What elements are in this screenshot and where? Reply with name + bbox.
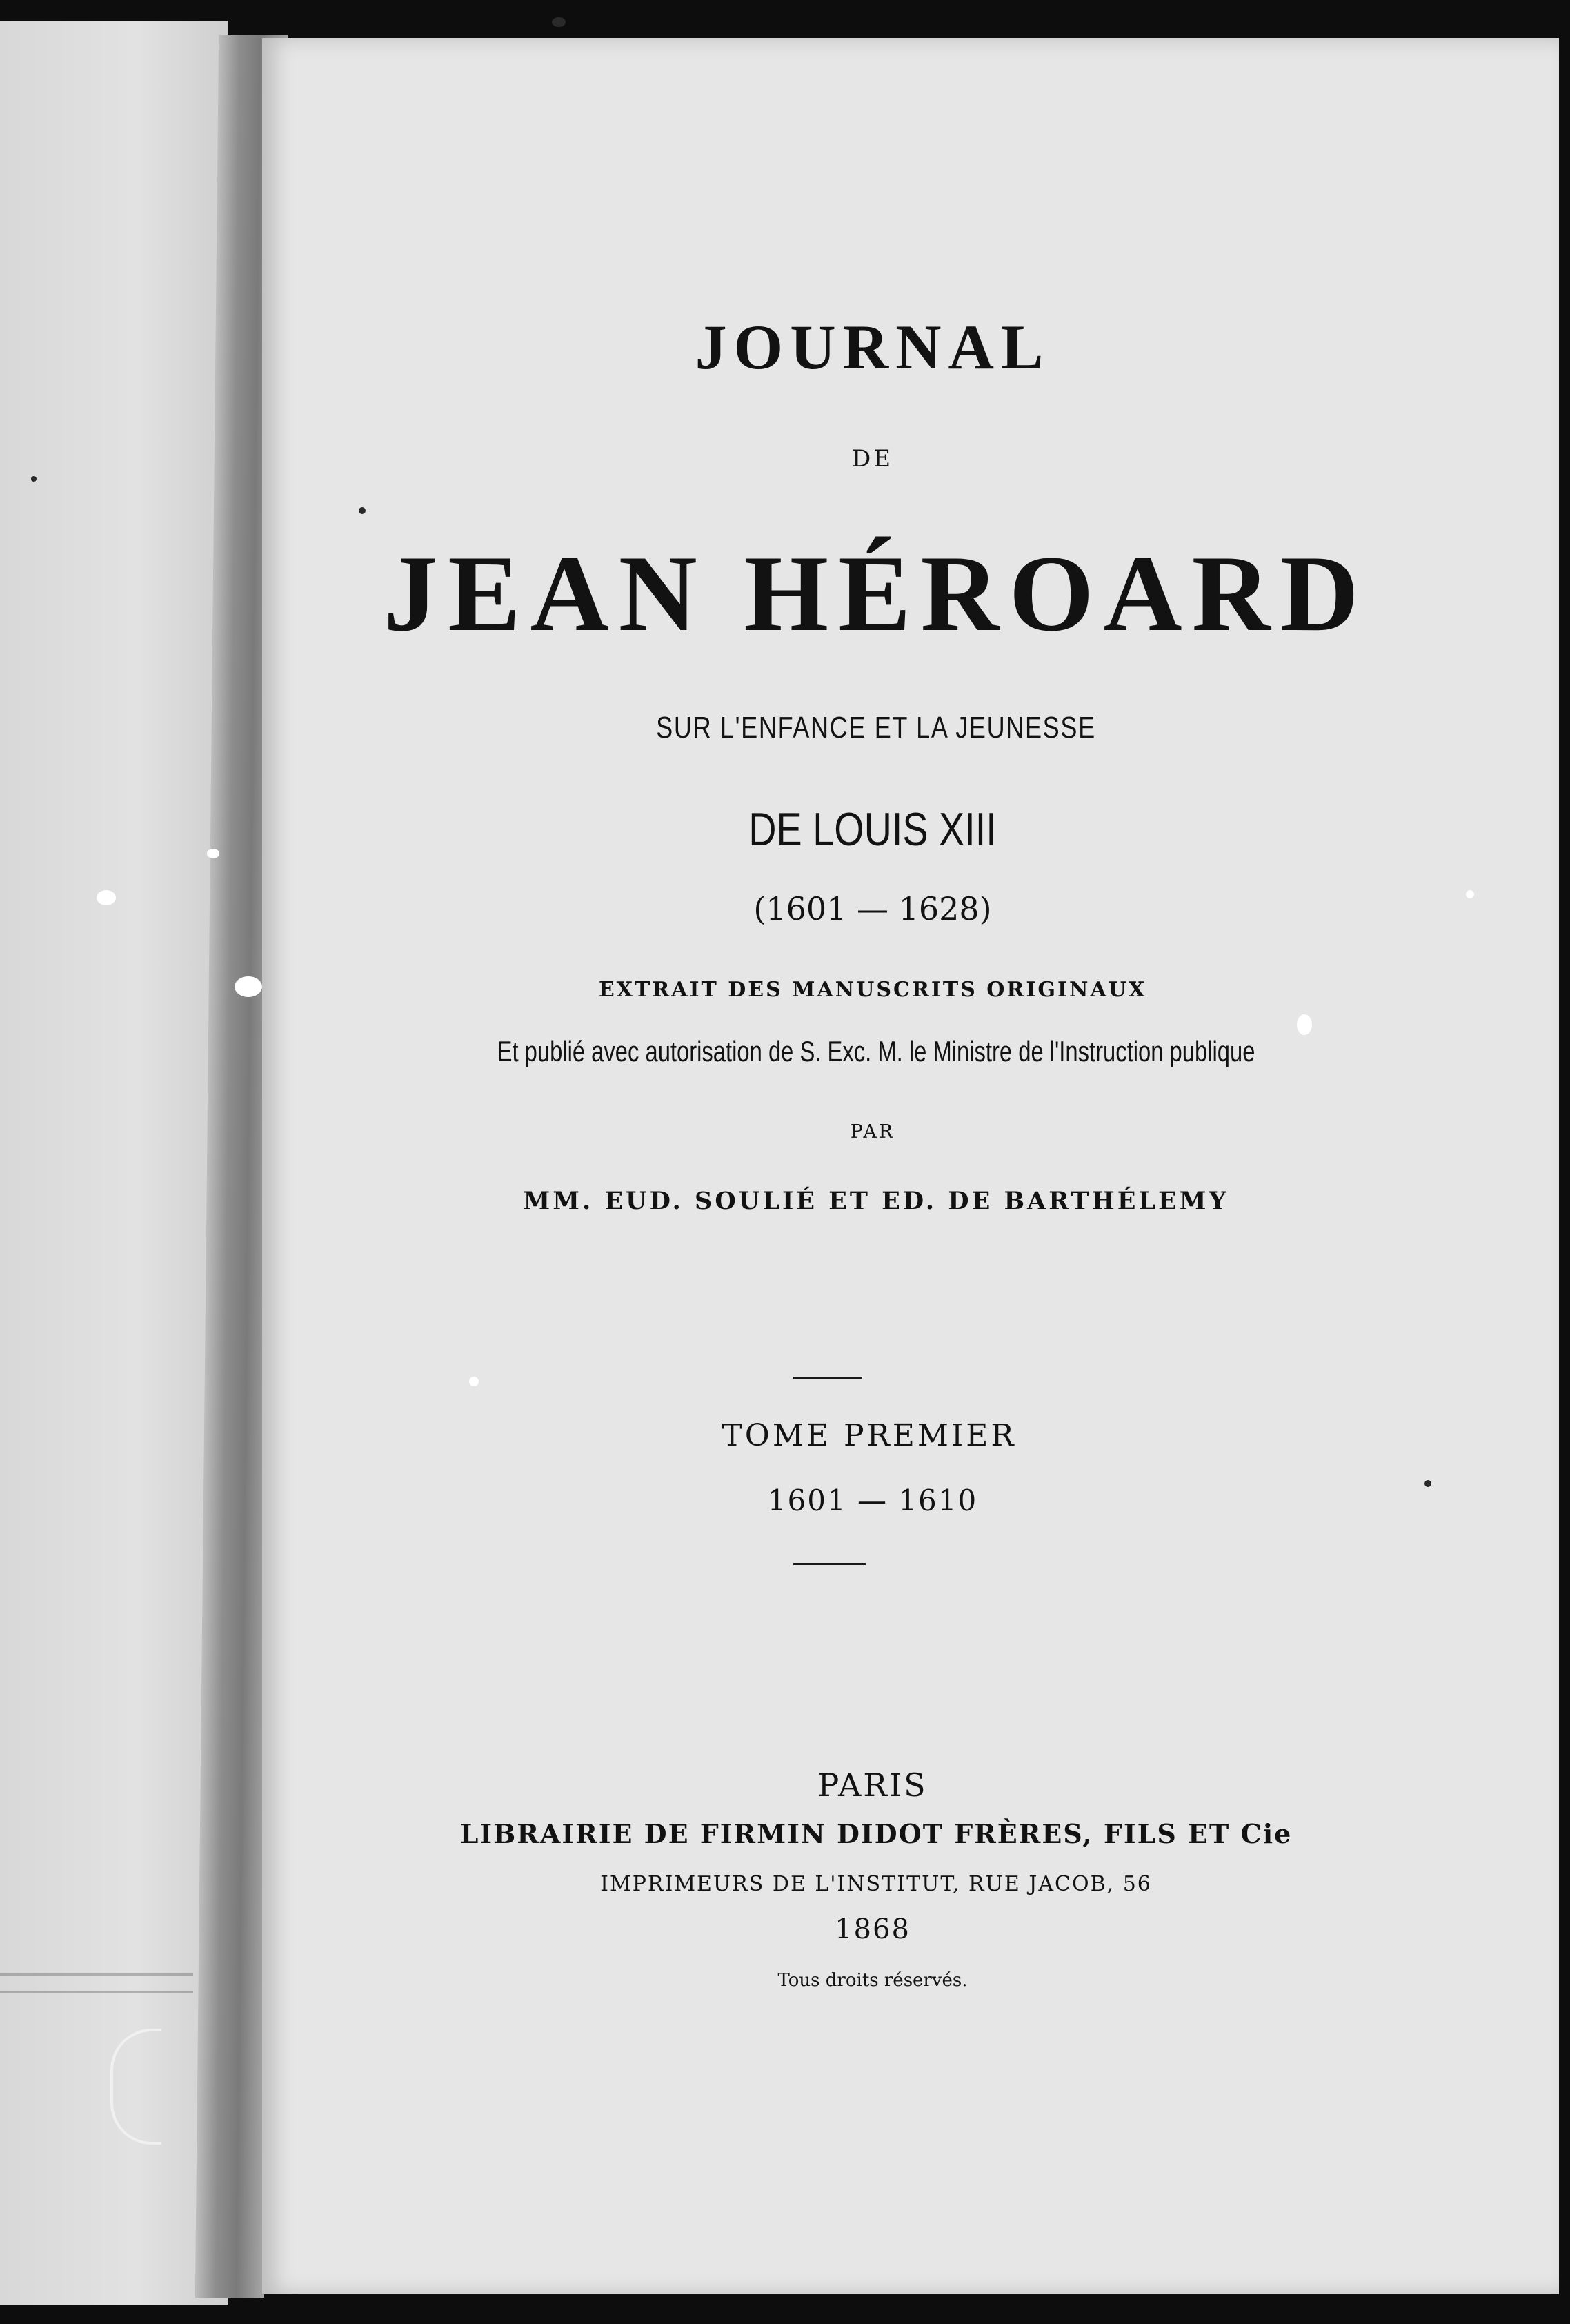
printer-address: IMPRIMEURS DE L'INSTITUT, RUE JACOB, 56: [600, 1872, 1152, 1896]
divider-rule: [793, 1377, 862, 1379]
volume-label: TOME PREMIER: [722, 1418, 1017, 1453]
paper-speck: [31, 476, 37, 482]
title-journal: JOURNAL: [695, 312, 1051, 382]
volume-years: 1601 — 1610: [767, 1484, 978, 1517]
editors: MM. EUD. SOULIÉ ET ED. DE BARTHÉLEMY: [523, 1187, 1229, 1215]
paper-speck: [97, 890, 116, 905]
divider-rule: [793, 1563, 866, 1565]
authorization-note: Et publié avec autorisation de S. Exc. M. le Ministre de l'Instruction publique: [497, 1035, 1255, 1067]
subtitle-louis: DE LOUIS XIII: [748, 803, 997, 856]
paper-speck: [469, 1377, 479, 1386]
paper-speck: [552, 17, 566, 27]
author-name-title: JEAN HÉROARD: [384, 533, 1369, 654]
paper-speck: [1297, 1014, 1312, 1035]
publication-year: 1868: [835, 1913, 911, 1945]
left-page-rule: [0, 1991, 193, 1993]
title-de: DE: [851, 445, 894, 473]
publication-city: PARIS: [817, 1766, 928, 1804]
rights-notice: Tous droits réservés.: [777, 1970, 968, 1991]
paper-speck: [207, 849, 219, 858]
publisher: LIBRAIRIE DE FIRMIN DIDOT FRÈRES, FILS ET Cie: [459, 1818, 1293, 1849]
extract-note: EXTRAIT DES MANUSCRITS ORIGINAUX: [598, 978, 1147, 1002]
paper-speck: [359, 507, 366, 514]
subtitle: SUR L'ENFANCE ET LA JEUNESSE: [656, 711, 1096, 745]
left-page-rule: [0, 1973, 193, 1976]
by-label: PAR: [850, 1121, 895, 1143]
date-range: (1601 — 1628): [753, 890, 992, 927]
stray-ink-mark: [110, 2029, 161, 2145]
